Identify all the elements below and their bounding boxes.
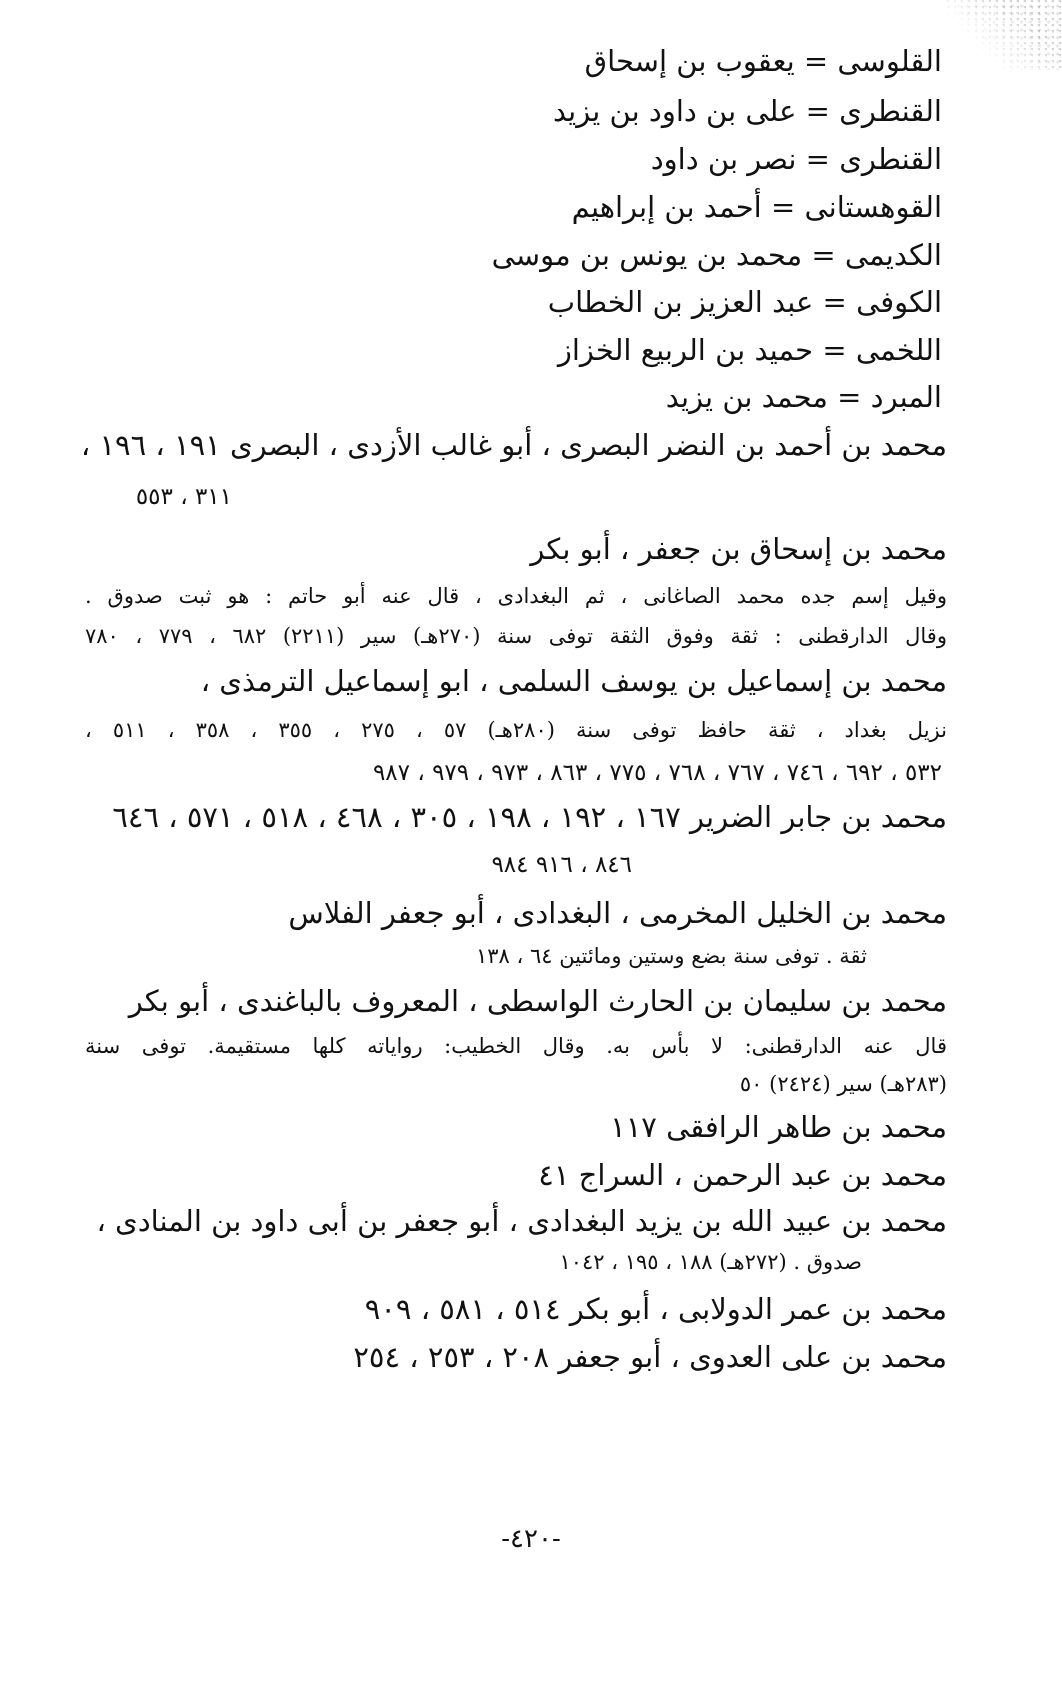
cross-ref-mubarrad: المبرد = محمد بن يزيد bbox=[665, 380, 942, 414]
cross-ref-qantari-1: القنطرى = على بن داود بن يزيد bbox=[552, 94, 942, 128]
entry-note-line-1: وقيل إسم جده محمد الصاغانى ، ثم البغدادى ، قال عنه أبو حاتم : هو ثبت صدوق . bbox=[85, 584, 947, 608]
entry-refs-continuation: ٣١١ ، ٥٥٣ bbox=[135, 484, 232, 510]
entry-ibn-abd-rahman: محمد بن عبد الرحمن ، السراج ٤١ bbox=[538, 1158, 947, 1192]
entry-note-saduq: صدوق . (٢٧٢هـ) ١٨٨ ، ١٩٥ ، ١٠٤٢ bbox=[559, 1250, 862, 1274]
entry-ibn-ahmad-nadr: محمد بن أحمد بن النضر البصرى ، أبو غالب الأزدى ، البصرى ١٩١ ، ١٩٦ ، bbox=[80, 428, 947, 462]
scan-corner-noise bbox=[942, 0, 1062, 70]
entry-note-daraqutni: قال عنه الدارقطنى: لا بأس به. وقال الخطيب: رواياته كلها مستقيمة. توفى سنة bbox=[85, 1034, 947, 1058]
entry-refs-list: ٥٣٢ ، ٦٩٢ ، ٧٤٦ ، ٧٦٧ ، ٧٦٨ ، ٧٧٥ ، ٨٦٣ ، ٩٧٣ ، ٩٧٩ ، ٩٨٧ bbox=[372, 760, 942, 786]
entry-ibn-umar: محمد بن عمر الدولابى ، أبو بكر ٥١٤ ، ٥٨١ ، ٩٠٩ bbox=[364, 1292, 947, 1326]
entry-ibn-ishaq-jafar: محمد بن إسحاق بن جعفر ، أبو بكر bbox=[530, 532, 947, 566]
entry-ibn-khalil: محمد بن الخليل المخرمى ، البغدادى ، أبو جعفر الفلاس bbox=[288, 896, 947, 930]
entry-note-baghdad: نزيل بغداد ، ثقة حافظ توفى سنة (٢٨٠هـ) ٥٧ ، ٢٧٥ ، ٣٥٥ ، ٣٥٨ ، ٥١١ ، bbox=[85, 718, 947, 742]
entry-note-line-2: وقال الدارقطنى : ثقة وفوق الثقة توفى سنة (٢٧٠هـ) سير (٢٢١١) ٦٨٢ ، ٧٧٩ ، ٧٨٠ bbox=[85, 624, 947, 648]
entry-ibn-ismail-yusuf: محمد بن إسماعيل بن يوسف السلمى ، ابو إسماعيل الترمذى ، bbox=[200, 664, 947, 698]
cross-ref-lakhmi: اللخمى = حميد بن الربيع الخزاز bbox=[557, 333, 942, 367]
entry-ibn-ali: محمد بن على العدوى ، أبو جعفر ٢٠٨ ، ٢٥٣ ، ٢٥٤ bbox=[353, 1340, 947, 1374]
entry-refs-list-2: ٨٤٦ ، ٩١٦ ٩٨٤ bbox=[491, 852, 632, 878]
cross-ref-qalusi: القلوسى = يعقوب بن إسحاق bbox=[584, 44, 942, 78]
entry-ibn-tahir: محمد بن طاهر الرافقى ١١٧ bbox=[610, 1110, 947, 1144]
entry-note-thiqa: ثقة . توفى سنة بضع وستين ومائتين ٦٤ ، ١٣٨ bbox=[475, 944, 867, 968]
page-number: -٤٢٠- bbox=[501, 1524, 561, 1554]
cross-ref-qantari-2: القنطرى = نصر بن داود bbox=[650, 142, 942, 176]
entry-ibn-sulayman: محمد بن سليمان بن الحارث الواسطى ، المعروف بالباغندى ، أبو بكر bbox=[128, 984, 947, 1018]
cross-ref-kudaymi: الكديمى = محمد بن يونس بن موسى bbox=[491, 238, 942, 272]
entry-ibn-ubaydullah: محمد بن عبيد الله بن يزيد البغدادى ، أبو جعفر بن أبى داود بن المنادى ، bbox=[96, 1204, 947, 1238]
entry-ibn-jabir: محمد بن جابر الضرير ١٦٧ ، ١٩٢ ، ١٩٨ ، ٣٠٥ ، ٤٦٨ ، ٥١٨ ، ٥٧١ ، ٦٤٦ bbox=[112, 800, 947, 834]
cross-ref-kufi: الكوفى = عبد العزيز بن الخطاب bbox=[547, 285, 942, 319]
entry-note-year: (٢٨٣هـ) سير (٢٤٢٤) ٥٠ bbox=[739, 1072, 947, 1096]
cross-ref-quhistani: القوهستانى = أحمد بن إبراهيم bbox=[571, 190, 942, 224]
